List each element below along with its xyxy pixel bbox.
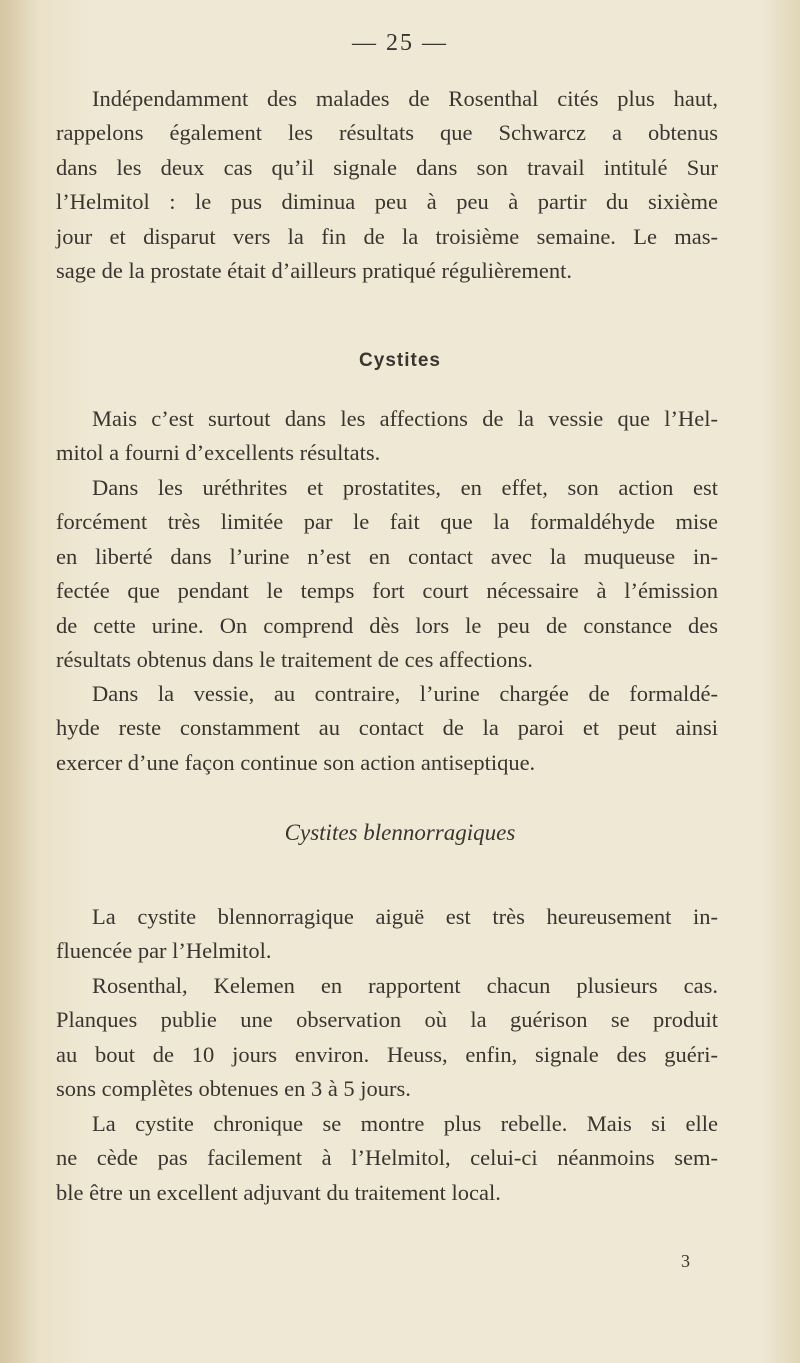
paragraph-urethrites xyxy=(56,471,718,677)
text-line: ble être un excellent adjuvant du traitement local. xyxy=(56,1179,501,1205)
text-line: rappelons également les résultats que Schwarcz a obtenus xyxy=(56,120,718,146)
text-line: Indépendamment des malades de Rosenthal cités plus haut, xyxy=(92,86,718,111)
text-line: La cystite chronique se montre plus rebelle. Mais si elle xyxy=(92,1111,718,1136)
text-line: dans les deux cas qu’il signale dans son travail intitulé Sur xyxy=(56,154,718,180)
text-line: sage de la prostate était d’ailleurs pratiqué régulièrement. xyxy=(56,258,573,284)
text-line: ne cède pas facilement à l’Helmitol, celui-ci néanmoins sem- xyxy=(56,1145,718,1171)
section-heading-cystites: Cystites xyxy=(359,350,441,371)
text-line: sons complètes obtenues en 3 à 5 jours. xyxy=(56,1076,411,1102)
paragraph-intro xyxy=(56,82,718,288)
signature-mark: 3 xyxy=(681,1251,690,1271)
text-line: de cette urine. On comprend dès lors le peu de constance des xyxy=(56,612,718,638)
text-line: fectée que pendant le temps fort court nécessaire à l’émission xyxy=(56,578,718,604)
text-line: Dans la vessie, au contraire, l’urine chargée de formaldé- xyxy=(92,681,718,706)
text-line: exercer d’une façon continue son action antiseptique. xyxy=(56,749,536,775)
text-line: en liberté dans l’urine n’est en contact avec la muqueuse in- xyxy=(56,543,718,569)
text-line: jour et disparut vers la fin de la troisième semaine. Le mas- xyxy=(56,223,718,249)
text-line: l’Helmitol : le pus diminua peu à peu à partir du sixième xyxy=(56,189,718,215)
text-line: hyde reste constamment au contact de la paroi et peut ainsi xyxy=(56,715,718,741)
paragraph-chronique xyxy=(56,1107,718,1210)
text-line: mitol a fourni d’excellents résultats. xyxy=(56,440,381,466)
text-line: Rosenthal, Kelemen en rapportent chacun plusieurs cas. xyxy=(92,973,718,998)
text-line: forcément très limitée par le fait que la formaldéhyde mise xyxy=(56,509,718,535)
paragraph-vessie xyxy=(56,402,718,471)
section-heading-blennorragiques: Cystites blennorragiques xyxy=(284,820,516,845)
paragraph-aigue xyxy=(56,900,718,969)
text-line: résultats obtenus dans le traitement de ces affections. xyxy=(56,647,533,673)
page-number: — 25 — xyxy=(352,30,448,56)
text-line: Planques publie une observation où la guérison se produit xyxy=(56,1007,718,1033)
text-line: fluencée par l’Helmitol. xyxy=(56,938,272,964)
paragraph-cas xyxy=(56,969,718,1107)
text-line: La cystite blennorragique aiguë est très heureusement in- xyxy=(92,904,718,929)
paragraph-contraire xyxy=(56,677,718,780)
text-line: Dans les uréthrites et prostatites, en effet, son action est xyxy=(92,475,718,500)
text-line: au bout de 10 jours environ. Heuss, enfin, signale des guéri- xyxy=(56,1041,718,1067)
text-line: Mais c’est surtout dans les affections de la vessie que l’Hel- xyxy=(92,406,718,431)
